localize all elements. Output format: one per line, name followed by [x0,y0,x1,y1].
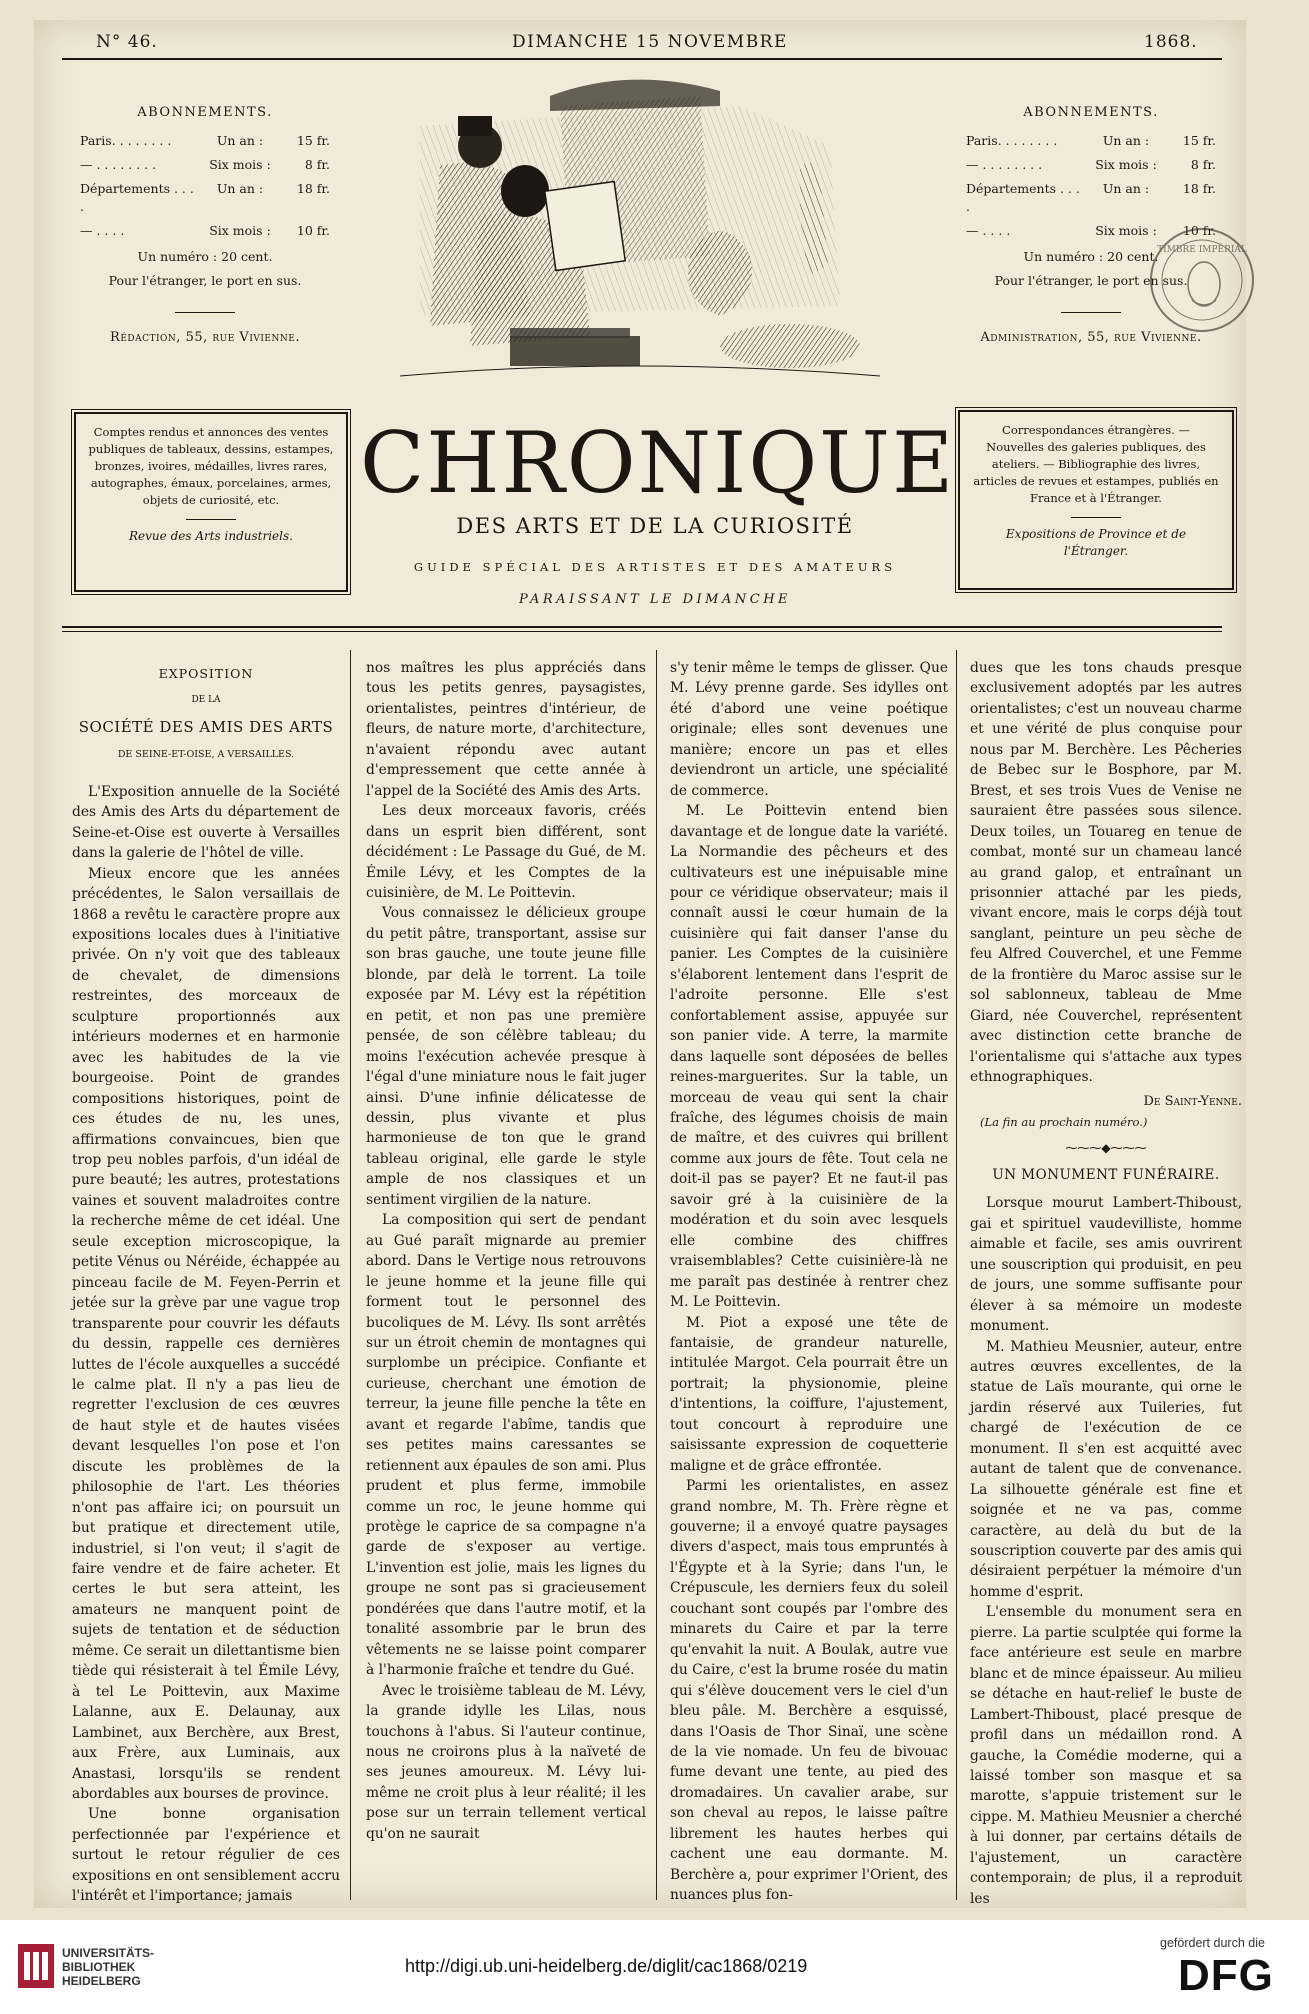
masthead-title: CHRONIQUE [360,414,956,512]
article-column-4 [970,658,1242,1909]
paragraph: L'ensemble du monument sera en pierre. La partie sculptée qui forme la face antérieure est seule en marbre blanc et de mince épaisseur. Au milieu se détache en haut-relief le buste de Lambert-Thiboust, placé presque de profil dans un médaillon rond. A gauche, la Comédie moderne, qui a laissé tomber son masque et sa marotte, s'appuie tristement sur le cippe. M. Mathieu Meusnier a cherché à lui donner, par certains détails de l'ajustement, un caractère contemporain; de plus, il a reproduit les [970,1604,1242,1907]
stamp-graphic [1152,230,1252,330]
paragraph: Parmi les orientalistes, en assez grand nombre, M. Th. Frère règne et gouverne; il a envoyé quatre paysages divers d'aspect, mais tous empruntés à l'Égypte et à la Syrie; dans l'un, le Crépuscule, les derniers feux du soleil couchant sont coupés par l'ombre des minarets du Caire et par la terre qu'envahit la nuit. A Boulak, autre vue du Caire, c'est la brume rosée du matin qui s'élève doucement vers le ciel d'un bleu pâle. M. Berchère a esquissé, dans l'Oasis de Thor Sinaï, une scène de la vie nomade. Un feu de bivouac fume devant une tente, au pied des dromadaires. Un cavalier arabe, sur son cheval au repos, le laisse paître librement les hautes herbes qui cachent une eau dormante. M. Berchère a, pour exprimer l'Orient, des nuances plus fon- [670,1478,948,1904]
paragraph: s'y tenir même le temps de glisser. Que M. Lévy prenne garde. Ses idylles ont été d'abord une veine poétique originale; elles sont devenues une manière; encore un pas et elles deviendront un article, une spécialité de commerce. [670,660,948,799]
paragraph: Avec le troisième tableau de M. Lévy, la grande idylle les Lilas, nous touchons à l'abus. Si l'auteur continue, nous ne croirons plus à la naïveté de ses jeunes amoureux. M. Lévy lui-même ne croit plus à leur réalité; il les pose sur un terrain tellement vertical qu'on ne saurait [366,1682,646,1842]
sub-row: — . . . . . . . . Six mois : 8 fr. [966,157,1216,172]
masthead-guide: GUIDE SPÉCIAL DES ARTISTES ET DES AMATEURS [413,560,897,574]
box-right-footer: Expositions de Province et de l'Étranger. [1005,527,1187,558]
permalink-url[interactable]: http://digi.ub.uni-heidelberg.de/diglit/cac1868/0219 [405,1956,808,1976]
paragraph: Une bonne organisation perfectionnée par l'expérience et surtout le retour régulier de ces expositions en ont sensiblement accru l'intérêt et l'importance; jamais [72,1806,341,1905]
paragraph: Les deux morceaux favoris, créés dans un esprit bien différent, sont décidément : Le Passage du Gué, de M. Émile Lévy, et les Comptes de la cuisinière, de M. Le Poittevin. [366,803,646,901]
sub-row: Départements . . . . Un an : 18 fr. [80,181,330,214]
article-column-3 [670,658,948,1906]
digitization-footer [0,1920,1309,2014]
sub-row: — . . . . . . . . Six mois : 8 fr. [80,157,330,172]
funding-note: gefördert durch die [1160,1936,1265,1950]
article-subtitle: DE SEINE-ET-OISE, A VERSAILLES. [117,749,295,761]
editorial-office: Rédaction, 55, rue Vivienne. [110,330,300,345]
masthead-rule-bottom [62,631,1222,632]
library-line-2: BIBLIOTHEK [62,1960,136,1974]
single-issue-price: Un numéro : 20 cent. [137,249,273,264]
paragraph: M. Piot a exposé une tête de fantaisie, de grandeur naturelle, intitulée Margot. Cela pourrait être un portrait; la physionomie, pleine d'intentions, la coiffure, l'ajustement, tout concourt à reproduire une saisissante expression de coquetterie maligne et de grâce effrontée. [670,1314,948,1474]
library-name [62,1946,154,1988]
dfg-logo: DFG [1178,1951,1274,2000]
small-divider [175,312,235,313]
ornament-divider: ⁓⁓⁓◆⁓⁓⁓ [1065,1141,1147,1156]
paragraph: La composition qui sert de pendant au Gué paraît mignarde au premier abord. Dans le Vertige nous retrouvons le jeune homme et la jeune fille qui forment tout le personnel des bucoliques de M. Lévy. Ils sont arrêtés sur un étroit chemin de montagnes qui surplombe un précipice. Confiante et curieuse, cherchant une émotion de terreur, la jeune fille penche la tête en avant et regarde l'abîme, tandis que ses petites mains caressantes se retiennent aux épaules de son ami. Plus prudent et plus ferme, immobile comme un roc, le jeune homme qui protège le caprice de sa compagne n'a garde de s'exposer au vertige. L'invention est jolie, mais les lignes du groupe ne sont pas si gracieusement pondérées que dans l'autre motif, et la tonalité assombrie par le brun des vêtements ne se laisse point comparer à l'harmonie fraîche et tendre du Gué. [366,1212,646,1679]
article-heading-1: EXPOSITION [158,666,254,681]
small-divider [1061,312,1121,313]
issue-number: N° 46. [96,32,158,52]
library-logo [18,1944,54,1992]
books [510,336,640,366]
paragraph: Vous connaissez le délicieux groupe du petit pâtre, transportant, assise sur son bras gauche, une toute jeune fille blonde, par delà le torrent. La toile exposée par M. Lévy est la répétition en petit, et non pas une première pensée, de son célèbre tableau; du moins l'exécution achevée presque à l'égal d'une miniature nous le fait juger ainsi. D'une infinie délicatesse de dessin, plus vivante et plus harmonieuse de ton que le grand tableau original, elle garde le style ample de nos classiques et un sentiment virgilien de la nature. [366,905,646,1208]
column-divider [350,650,351,1900]
box-left-footer: Revue des Arts industriels. [129,529,293,543]
sub-row: Paris. . . . . . . . Un an : 15 fr. [80,133,330,148]
sub-row: — . . . . Six mois : 10 fr. [80,223,330,238]
masthead-rule-top [62,626,1222,628]
masthead-engraving [360,66,900,396]
masthead-frequency: PARAISSANT LE DIMANCHE [518,592,792,607]
box-right-text: Correspondances étrangères. — Nouvelles des galeries publiques, des ateliers. — Bibliographie des livres, articles de revues et estampes, publiés en France et à l'Étranger. [973,423,1219,505]
issue-year: 1868. [1144,32,1198,52]
postage-stamp [1150,228,1254,332]
paragraph: L'Exposition annuelle de la Société des Amis des Arts du département de Seine-et-Oise est ouverte à Versailles dans la galerie de l'hôtel de ville. [72,783,340,862]
article-title-2: UN MONUMENT FUNÉRAIRE. [992,1166,1220,1183]
author-signature: De Saint-Yenne. [1143,1093,1242,1109]
article-title: SOCIÉTÉ DES AMIS DES ARTS [78,717,334,736]
subscriptions-title: ABONNEMENTS. [1023,105,1159,120]
article-column-1 [72,664,340,1907]
single-issue-price: Un numéro : 20 cent. [1023,249,1159,264]
article-heading-2: DE LA [191,695,221,706]
sub-row: Paris. . . . . . . . Un an : 15 fr. [966,133,1216,148]
header-rule [62,58,1222,60]
administration-office: Administration, 55, rue Vivienne. [980,330,1202,345]
paragraph: M. Mathieu Meusnier, auteur, entre autres œuvres excellentes, de la statue de Laïs mourante, qui orne le jardin réservé aux Tuileries, fut chargé de l'exécution de ce monument. Il s'en est acquitté avec autant de talent que de convenance. La silhouette générale est fine et soignée et ne va pas, comme caractère, au delà du but de la souscription couverte par des amis qui désiraient perpétuer la mémoire d'un homme d'esprit. [970,1338,1242,1600]
paragraph: Lorsque mourut Lambert-Thiboust, gai et spirituel vaudevilliste, homme aimable et facile, ses amis ouvrirent une souscription qui produisit, en peu de jours, une somme suffisante pour élever à sa mémoire un modeste monument. [970,1195,1242,1335]
seated-figure-head [501,165,549,217]
library-logo-icon [18,1944,54,1988]
cabinet-top [550,80,720,111]
print-sheet [545,182,625,271]
column-divider [956,650,957,1900]
sub-row: Départements . . . . Un an : 18 fr. [966,181,1216,214]
masthead-subtitle: DES ARTS ET DE LA CURIOSITÉ [456,514,854,538]
paragraph: Mieux encore que les années précédentes, le Salon versaillais de 1868 a revêtu le caractère propre aux expositions locales dues à l'initiative privée. On n'y voit que des tableaux de chevalet, de dimensions restreintes, des morceaux de sculpture proportionnés aux intérieurs modernes et en harmonie avec les habitudes de la vie bourgeoise. Point de grandes compositions historiques, point de ces études de nu, les unes, affirmations convaincues, bien que trop peu nobles parfois, d'un idéal de pure beauté; les autres, protestations vaines et souvent maladroites contre la recherche même de cet idéal. Une seule exception microscopique, la petite Vénus ou Néréide, échappée au pinceau facile de M. Feyen-Perrin et jetée sur la grève par une vague trop transparente pour couvrir les défauts du dessin, rappelle ces dernières luttes de l'école auxquelles a succédé le calme plat. Il n'y a pas lieu de regretter l'exclusion de ces œuvres de haut style et de hautes visées devant lesquelles l'on pose et l'on discute les problèmes de la philosophie de l'art. Les théories n'ont pas affaire ici; on poursuit un but pratique et directement utile, industriel, si l'on veut; il s'agit de faire vendre et de faire acheter. Et certes le but sera atteint, les amateurs ne manquent point de sujets de tentation et de séduction même. Ce serait un dilettantisme bien tiède qui résisterait à tel Émile Lévy, à tel Le Poittevin, aux Maxime Lalanne, aux E. Delaunay, aux Lambinet, aux Berchère, aux Brest, aux Frère, aux Luminais, aux Anastasi, lorsqu'ils se rendent abordables aux bourses de province. [72,865,340,1803]
box-divider [186,519,236,520]
paragraph: nos maîtres les plus appréciés dans tous les petits genres, paysagistes, orientalistes, peintres d'intérieur, de fleurs, de nature morte, d'architecture, n'avaient répondu avec autant d'empressement que cette année à l'appel de la Société des Amis des Arts. [366,660,646,799]
continuation-note: (La fin au prochain numéro.) [980,1114,1148,1129]
platter [720,324,860,368]
issue-date: DIMANCHE 15 NOVEMBRE [512,32,788,52]
article-column-2 [366,658,646,1844]
subscriptions-title: ABONNEMENTS. [137,105,273,120]
paragraph: M. Le Poittevin entend bien davantage et de longue date la variété. La Normandie des pêcheurs et des cultivateurs est une inépuisable mine pour ce véridique observateur; mais il connaît aussi le cœur humain de la cuisinière qui fait danser l'anse du panier. Les Comptes de la cuisinière s'élaborent lentement dans l'esprit de l'adroite personne. Elle s'est confortablement assise, appuyée sur son panier vide. A terre, la marmite dans laquelle sont déposées de belles reines-marguerites. Sur la table, un morceau de veau qui sent la chair fraîche, des légumes choisis de main de maître, et des cuivres qui brillent comme aux jours de fête. Tout cela ne doit-il pas se payer? Et ne faut-il pas savoir gré à la cuisinière de la modération et du soin avec lesquels elle combine des chiffres vraisemblables? Cette cuisinière-là ne me paraît pas destinée à rentrer chez M. Le Poittevin. [670,803,948,1311]
box-left-text: Comptes rendus et annonces des ventes publiques de tableaux, dessins, estampes, bronzes, ivoires, médailles, livres rares, autographes, émaux, porcelaines, armes, objets de curiosité, etc. [88,425,334,507]
content-box-right [958,410,1234,590]
paragraph: dues que les tons chauds presque exclusivement adoptés par les autres orientalistes; c'est un nouveau charme et une vérité de plus conquise pour nous par M. Berchère. Les Pêcheries de Bebec sur le Bosphore, par M. Brest, et ses trois Vues de Venise ne sauraient être passées sous silence. Deux toiles, un Touareg en tenue de combat, monté sur un chameau lancé au grand galop, et entraînant un prisonnier attaché par les pieds, vivant encore, mais le corps déjà tout sanglant, peinture un peu sèche de feu Alfred Couverchel, et une Femme de la frontière du Maroc assise sur le sol sablonneux, tableau de Mme Giard, née Couverchel, représentent avec distinction cette branche de l'orientalisme qui s'attache aux types ethnographiques. [970,660,1242,1086]
column-divider [656,650,657,1900]
top-hat [458,116,492,136]
content-box-left [74,412,348,592]
stamp-text: TIMBRE IMPÉRIAL [1157,245,1247,255]
library-line-1: UNIVERSITÄTS- [62,1946,155,1960]
foreign-postage: Pour l'étranger, le port en sus. [108,273,302,288]
book-top [510,328,630,338]
sub-row: — . . . . Six mois : 10 fr. [966,223,1216,238]
foreign-postage: Pour l'étranger, le port en sus. [994,273,1188,288]
box-divider [1071,517,1121,518]
engraving-svg [360,66,900,396]
library-line-3: HEIDELBERG [62,1974,141,1988]
subscriptions-left [80,104,330,347]
ground-line [400,366,880,376]
